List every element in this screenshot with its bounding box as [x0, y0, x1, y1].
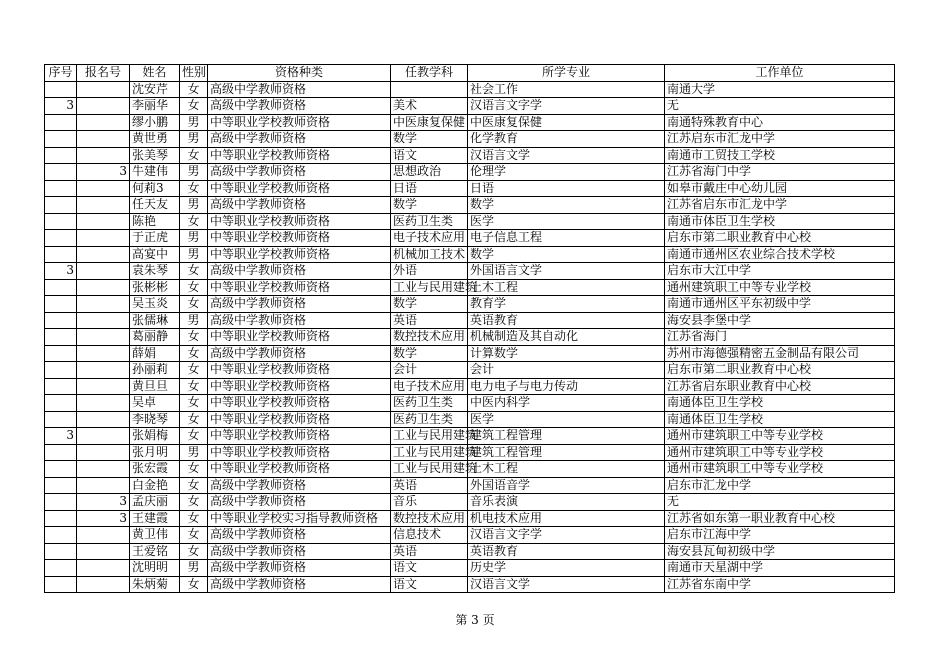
- cell-idx: [45, 329, 77, 346]
- cell-major: 日语: [468, 180, 665, 197]
- cell-name: 高宴中: [130, 246, 180, 263]
- cell-sex: 女: [180, 345, 208, 362]
- cell-major: 机械制造及其自动化: [468, 329, 665, 346]
- cell-idx: [45, 164, 77, 181]
- table-row: [45, 477, 895, 494]
- cell-subject: 数控技术应用: [391, 510, 468, 527]
- cell-sex: 女: [180, 411, 208, 428]
- cell-qual: 中等职业学校教师资格: [208, 329, 391, 346]
- cell-reg: [77, 263, 130, 280]
- cell-sex: 男: [180, 312, 208, 329]
- cell-qual: 高级中学教师资格: [208, 81, 391, 98]
- cell-qual: 中等职业学校实习指导教师资格: [208, 510, 391, 527]
- cell-reg: [77, 428, 130, 445]
- table-row: [45, 147, 895, 164]
- cell-idx: [45, 444, 77, 461]
- cell-reg: [77, 411, 130, 428]
- table-row: [45, 114, 895, 131]
- cell-subject: 工业与民用建筑: [391, 444, 468, 461]
- cell-unit: 启东市汇龙中学: [665, 477, 895, 494]
- cell-major: 英语教育: [468, 312, 665, 329]
- cell-qual: 高级中学教师资格: [208, 296, 391, 313]
- cell-unit: 启东市第二职业教育中心校: [665, 230, 895, 247]
- cell-idx: [45, 345, 77, 362]
- table-row: [45, 543, 895, 560]
- cell-name: 王建霞: [130, 510, 180, 527]
- cell-name: 王爱铭: [130, 543, 180, 560]
- cell-unit: 南通市体臣卫生学校: [665, 213, 895, 230]
- cell-name: 陈艳: [130, 213, 180, 230]
- cell-unit: 通州建筑职工中等专业学校: [665, 279, 895, 296]
- cell-sex: 女: [180, 362, 208, 379]
- cell-idx: [45, 279, 77, 296]
- cell-qual: 中等职业学校教师资格: [208, 213, 391, 230]
- cell-major: 英语教育: [468, 543, 665, 560]
- cell-reg: 3: [77, 164, 130, 181]
- cell-subject: 工业与民用建筑: [391, 428, 468, 445]
- cell-reg: [77, 576, 130, 593]
- table-row: [45, 213, 895, 230]
- table-row: [45, 329, 895, 346]
- table-row: [45, 362, 895, 379]
- cell-unit: 南通特殊教育中心: [665, 114, 895, 131]
- table-row: [45, 131, 895, 148]
- col-header-qual: 资格种类: [208, 65, 391, 82]
- cell-major: 社会工作: [468, 81, 665, 98]
- cell-unit: 南通大学: [665, 81, 895, 98]
- cell-subject: 工业与民用建筑: [391, 461, 468, 478]
- cell-sex: 女: [180, 263, 208, 280]
- cell-qual: 中等职业学校教师资格: [208, 180, 391, 197]
- cell-major: 历史学: [468, 560, 665, 577]
- cell-idx: [45, 362, 77, 379]
- cell-unit: 如皋市戴庄中心幼儿园: [665, 180, 895, 197]
- cell-sex: 女: [180, 395, 208, 412]
- cell-idx: [45, 510, 77, 527]
- cell-reg: [77, 395, 130, 412]
- cell-subject: 数学: [391, 197, 468, 214]
- table-row: [45, 494, 895, 511]
- cell-major: 汉语言文学: [468, 576, 665, 593]
- cell-idx: [45, 477, 77, 494]
- cell-reg: [77, 378, 130, 395]
- cell-subject: 数学: [391, 131, 468, 148]
- cell-name: 黄世勇: [130, 131, 180, 148]
- cell-idx: [45, 543, 77, 560]
- cell-major: 音乐表演: [468, 494, 665, 511]
- table-row: [45, 164, 895, 181]
- cell-name: 吴玉炎: [130, 296, 180, 313]
- cell-reg: [77, 345, 130, 362]
- table-row: [45, 461, 895, 478]
- cell-idx: [45, 147, 77, 164]
- col-header-reg: 报名号: [77, 65, 130, 82]
- cell-idx: [45, 230, 77, 247]
- cell-subject: 英语: [391, 477, 468, 494]
- cell-major: 机电技术应用: [468, 510, 665, 527]
- cell-unit: 启东市江海中学: [665, 527, 895, 544]
- cell-reg: [77, 197, 130, 214]
- cell-sex: 女: [180, 296, 208, 313]
- cell-subject: 语文: [391, 560, 468, 577]
- col-header-subject: 任教学科: [391, 65, 468, 82]
- cell-sex: 男: [180, 444, 208, 461]
- cell-subject: 数学: [391, 345, 468, 362]
- cell-subject: 美术: [391, 98, 468, 115]
- cell-sex: 女: [180, 494, 208, 511]
- table-row: [45, 263, 895, 280]
- cell-unit: 江苏启东市汇龙中学: [665, 131, 895, 148]
- cell-sex: 女: [180, 510, 208, 527]
- cell-major: 外国语音学: [468, 477, 665, 494]
- cell-idx: [45, 576, 77, 593]
- cell-reg: [77, 477, 130, 494]
- cell-sex: 男: [180, 560, 208, 577]
- col-header-sex: 性别: [180, 65, 208, 82]
- cell-major: 计算数学: [468, 345, 665, 362]
- cell-sex: 女: [180, 527, 208, 544]
- table-row: [45, 81, 895, 98]
- table-row: [45, 312, 895, 329]
- header-row: [45, 65, 895, 82]
- cell-sex: 男: [180, 131, 208, 148]
- cell-reg: [77, 180, 130, 197]
- cell-unit: 江苏省启东市汇龙中学: [665, 197, 895, 214]
- cell-unit: 南通市天星湖中学: [665, 560, 895, 577]
- cell-unit: 通州市建筑职工中等专业学校: [665, 444, 895, 461]
- cell-major: 电力电子与电力传动: [468, 378, 665, 395]
- cell-subject: 语文: [391, 576, 468, 593]
- cell-subject: 英语: [391, 543, 468, 560]
- cell-subject: 语文: [391, 147, 468, 164]
- col-header-unit: 工作单位: [665, 65, 895, 82]
- cell-major: 电子信息工程: [468, 230, 665, 247]
- cell-idx: [45, 411, 77, 428]
- cell-major: 医学: [468, 411, 665, 428]
- cell-subject: 会计: [391, 362, 468, 379]
- cell-name: 袁朱琴: [130, 263, 180, 280]
- cell-reg: [77, 461, 130, 478]
- cell-reg: [77, 213, 130, 230]
- col-header-major: 所学专业: [468, 65, 665, 82]
- cell-name: 张娟梅: [130, 428, 180, 445]
- cell-major: 数学: [468, 246, 665, 263]
- cell-sex: 女: [180, 98, 208, 115]
- cell-reg: [77, 560, 130, 577]
- page-footer: 第 3 页: [455, 613, 495, 627]
- cell-name: 牛建伟: [130, 164, 180, 181]
- cell-unit: 南通市通州区农业综合技术学校: [665, 246, 895, 263]
- cell-unit: 通州市建筑职工中等专业学校: [665, 428, 895, 445]
- cell-idx: [45, 131, 77, 148]
- cell-sex: 女: [180, 213, 208, 230]
- cell-qual: 中等职业学校教师资格: [208, 114, 391, 131]
- cell-sex: 女: [180, 543, 208, 560]
- roster-table: [44, 64, 895, 593]
- cell-sex: 男: [180, 164, 208, 181]
- cell-major: 医学: [468, 213, 665, 230]
- cell-name: 任天友: [130, 197, 180, 214]
- cell-name: 吴卓: [130, 395, 180, 412]
- cell-reg: [77, 312, 130, 329]
- cell-subject: 数控技术应用: [391, 329, 468, 346]
- cell-reg: [77, 147, 130, 164]
- cell-subject: 中医康复保健: [391, 114, 468, 131]
- cell-name: 李丽华: [130, 98, 180, 115]
- cell-sex: 女: [180, 81, 208, 98]
- cell-major: 汉语言文学: [468, 147, 665, 164]
- cell-reg: [77, 543, 130, 560]
- cell-qual: 高级中学教师资格: [208, 312, 391, 329]
- cell-qual: 高级中学教师资格: [208, 477, 391, 494]
- cell-qual: 中等职业学校教师资格: [208, 279, 391, 296]
- cell-qual: 中等职业学校教师资格: [208, 378, 391, 395]
- cell-unit: 江苏省如东第一职业教育中心校: [665, 510, 895, 527]
- cell-idx: [45, 395, 77, 412]
- cell-unit: 无: [665, 98, 895, 115]
- cell-name: 黄旦旦: [130, 378, 180, 395]
- cell-qual: 高级中学教师资格: [208, 543, 391, 560]
- cell-subject: 机械加工技术: [391, 246, 468, 263]
- cell-subject: 音乐: [391, 494, 468, 511]
- table-row: [45, 411, 895, 428]
- cell-sex: 女: [180, 576, 208, 593]
- cell-name: 沈安芹: [130, 81, 180, 98]
- cell-reg: [77, 246, 130, 263]
- cell-name: 缪小鹏: [130, 114, 180, 131]
- cell-idx: [45, 560, 77, 577]
- table-row: [45, 428, 895, 445]
- cell-idx: [45, 197, 77, 214]
- cell-major: 化学教育: [468, 131, 665, 148]
- cell-unit: 南通体臣卫生学校: [665, 411, 895, 428]
- cell-sex: 男: [180, 114, 208, 131]
- cell-sex: 女: [180, 147, 208, 164]
- cell-unit: 江苏省海门: [665, 329, 895, 346]
- cell-subject: 日语: [391, 180, 468, 197]
- cell-idx: [45, 180, 77, 197]
- cell-subject: 电子技术应用: [391, 378, 468, 395]
- cell-reg: [77, 114, 130, 131]
- cell-major: 土木工程: [468, 461, 665, 478]
- cell-name: 于正虎: [130, 230, 180, 247]
- cell-reg: 3: [77, 494, 130, 511]
- cell-reg: [77, 296, 130, 313]
- cell-subject: [391, 81, 468, 98]
- cell-major: 建筑工程管理: [468, 428, 665, 445]
- table-row: [45, 444, 895, 461]
- cell-unit: 南通市通州区平东初级中学: [665, 296, 895, 313]
- cell-idx: [45, 494, 77, 511]
- cell-idx: [45, 246, 77, 263]
- cell-qual: 中等职业学校教师资格: [208, 362, 391, 379]
- cell-major: 伦理学: [468, 164, 665, 181]
- cell-reg: [77, 527, 130, 544]
- cell-major: 会计: [468, 362, 665, 379]
- table-row: [45, 98, 895, 115]
- cell-subject: 外语: [391, 263, 468, 280]
- cell-sex: 女: [180, 461, 208, 478]
- cell-qual: 中等职业学校教师资格: [208, 395, 391, 412]
- cell-sex: 男: [180, 230, 208, 247]
- cell-idx: 3: [45, 263, 77, 280]
- cell-qual: 中等职业学校教师资格: [208, 444, 391, 461]
- cell-qual: 中等职业学校教师资格: [208, 246, 391, 263]
- cell-qual: 中等职业学校教师资格: [208, 428, 391, 445]
- cell-idx: [45, 114, 77, 131]
- cell-qual: 高级中学教师资格: [208, 263, 391, 280]
- cell-reg: [77, 279, 130, 296]
- cell-name: 张儒琳: [130, 312, 180, 329]
- table-row: [45, 345, 895, 362]
- table-row: [45, 576, 895, 593]
- cell-name: 李晓琴: [130, 411, 180, 428]
- cell-unit: 启东市第二职业教育中心校: [665, 362, 895, 379]
- table-row: [45, 378, 895, 395]
- cell-major: 数学: [468, 197, 665, 214]
- cell-idx: 3: [45, 98, 77, 115]
- cell-qual: 高级中学教师资格: [208, 576, 391, 593]
- cell-unit: 通州市建筑职工中等专业学校: [665, 461, 895, 478]
- cell-subject: 工业与民用建筑: [391, 279, 468, 296]
- cell-sex: 女: [180, 329, 208, 346]
- cell-unit: 海安县瓦甸初级中学: [665, 543, 895, 560]
- cell-reg: [77, 230, 130, 247]
- cell-qual: 高级中学教师资格: [208, 345, 391, 362]
- table-row: [45, 246, 895, 263]
- cell-idx: [45, 461, 77, 478]
- cell-major: 中医内科学: [468, 395, 665, 412]
- cell-unit: 海安县李堡中学: [665, 312, 895, 329]
- cell-subject: 英语: [391, 312, 468, 329]
- cell-idx: [45, 296, 77, 313]
- cell-unit: 江苏省东南中学: [665, 576, 895, 593]
- cell-name: 孙丽莉: [130, 362, 180, 379]
- cell-reg: [77, 329, 130, 346]
- cell-sex: 女: [180, 477, 208, 494]
- cell-name: 张宏霞: [130, 461, 180, 478]
- cell-idx: [45, 312, 77, 329]
- cell-qual: 高级中学教师资格: [208, 98, 391, 115]
- cell-reg: [77, 362, 130, 379]
- cell-major: 中医康复保健: [468, 114, 665, 131]
- cell-sex: 女: [180, 279, 208, 296]
- cell-qual: 中等职业学校教师资格: [208, 147, 391, 164]
- cell-qual: 高级中学教师资格: [208, 197, 391, 214]
- cell-qual: 高级中学教师资格: [208, 164, 391, 181]
- cell-qual: 中等职业学校教师资格: [208, 411, 391, 428]
- col-header-name: 姓名: [130, 65, 180, 82]
- cell-unit: 江苏省海门中学: [665, 164, 895, 181]
- cell-qual: 高级中学教师资格: [208, 527, 391, 544]
- cell-subject: 信息技术: [391, 527, 468, 544]
- cell-sex: 女: [180, 180, 208, 197]
- cell-unit: 启东市大江中学: [665, 263, 895, 280]
- cell-unit: 南通体臣卫生学校: [665, 395, 895, 412]
- cell-qual: 中等职业学校教师资格: [208, 461, 391, 478]
- cell-unit: 南通市工贸技工学校: [665, 147, 895, 164]
- cell-name: 薛娟: [130, 345, 180, 362]
- table-row: [45, 395, 895, 412]
- cell-subject: 医药卫生类: [391, 411, 468, 428]
- cell-major: 外国语言文学: [468, 263, 665, 280]
- cell-major: 建筑工程管理: [468, 444, 665, 461]
- table-row: [45, 279, 895, 296]
- cell-name: 沈明明: [130, 560, 180, 577]
- table-row: [45, 510, 895, 527]
- cell-major: 土木工程: [468, 279, 665, 296]
- cell-subject: 医药卫生类: [391, 395, 468, 412]
- cell-major: 汉语言文字学: [468, 98, 665, 115]
- cell-sex: 男: [180, 246, 208, 263]
- cell-name: 张月明: [130, 444, 180, 461]
- cell-sex: 女: [180, 428, 208, 445]
- cell-reg: [77, 81, 130, 98]
- cell-qual: 中等职业学校教师资格: [208, 230, 391, 247]
- cell-name: 何莉3: [130, 180, 180, 197]
- cell-name: 张美琴: [130, 147, 180, 164]
- cell-subject: 思想政治: [391, 164, 468, 181]
- cell-name: 孟庆丽: [130, 494, 180, 511]
- cell-idx: [45, 213, 77, 230]
- cell-qual: 高级中学教师资格: [208, 131, 391, 148]
- roster-sheet: [44, 64, 894, 593]
- table-row: [45, 296, 895, 313]
- table-row: [45, 230, 895, 247]
- cell-qual: 高级中学教师资格: [208, 560, 391, 577]
- cell-major: 教育学: [468, 296, 665, 313]
- cell-name: 黄卫伟: [130, 527, 180, 544]
- cell-subject: 医药卫生类: [391, 213, 468, 230]
- cell-subject: 电子技术应用: [391, 230, 468, 247]
- table-row: [45, 180, 895, 197]
- cell-unit: 苏州市海德强精密五金制品有限公司: [665, 345, 895, 362]
- cell-idx: [45, 378, 77, 395]
- cell-unit: 江苏省启东职业教育中心校: [665, 378, 895, 395]
- cell-sex: 女: [180, 378, 208, 395]
- table-row: [45, 527, 895, 544]
- cell-idx: [45, 527, 77, 544]
- cell-name: 朱炳菊: [130, 576, 180, 593]
- cell-idx: [45, 81, 77, 98]
- table-row: [45, 560, 895, 577]
- cell-reg: [77, 131, 130, 148]
- cell-sex: 男: [180, 197, 208, 214]
- cell-unit: 无: [665, 494, 895, 511]
- cell-name: 白金艳: [130, 477, 180, 494]
- cell-reg: [77, 444, 130, 461]
- cell-name: 张彬彬: [130, 279, 180, 296]
- table-row: [45, 197, 895, 214]
- cell-reg: [77, 98, 130, 115]
- cell-qual: 高级中学教师资格: [208, 494, 391, 511]
- cell-idx: 3: [45, 428, 77, 445]
- cell-subject: 数学: [391, 296, 468, 313]
- cell-reg: 3: [77, 510, 130, 527]
- cell-name: 葛丽静: [130, 329, 180, 346]
- cell-major: 汉语言文字学: [468, 527, 665, 544]
- col-header-idx: 序号: [45, 65, 77, 82]
